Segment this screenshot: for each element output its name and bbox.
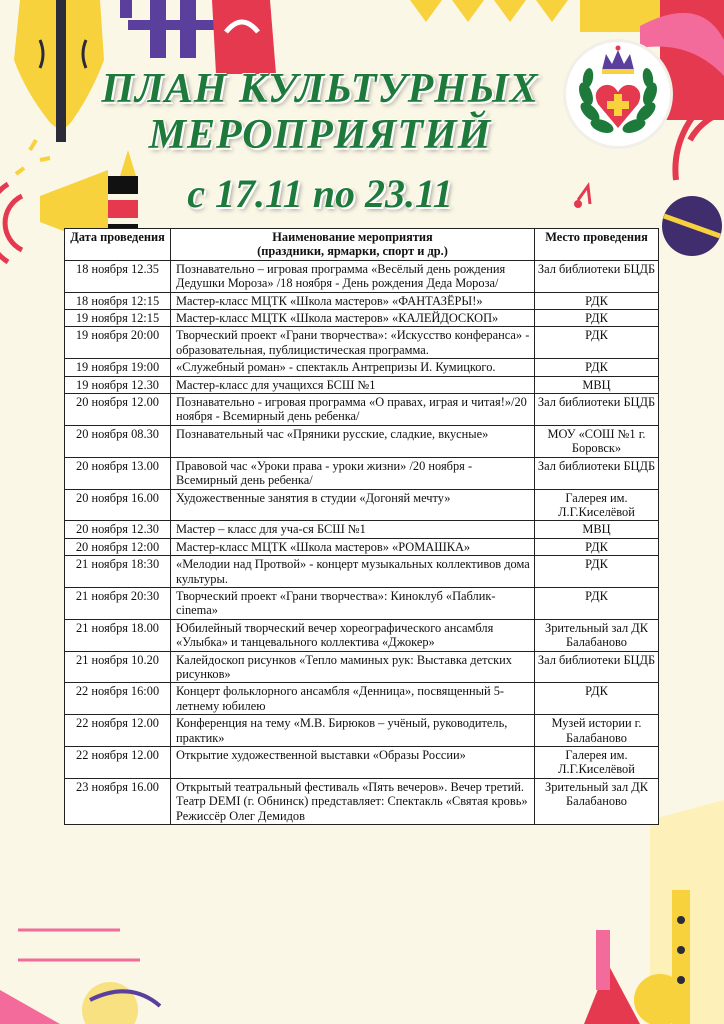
event-name: Мастер-класс МЦТК «Школа мастеров» «КАЛЕЙДОСКОП» bbox=[171, 310, 535, 327]
coat-of-arms-icon bbox=[566, 42, 670, 146]
event-date: 20 ноября 08.30 bbox=[65, 425, 171, 457]
event-date: 19 ноября 12.30 bbox=[65, 376, 171, 393]
event-name: Открытие художественной выставки «Образы России» bbox=[171, 747, 535, 779]
event-date: 18 ноября 12.35 bbox=[65, 260, 171, 292]
title-line-1: ПЛАН КУЛЬТУРНЫХ bbox=[101, 66, 539, 112]
table-row bbox=[65, 778, 659, 824]
table-row bbox=[65, 327, 659, 359]
event-place: Зал библиотеки БЦДБ bbox=[535, 457, 659, 489]
header-name-title: Наименование мероприятия bbox=[272, 230, 433, 244]
event-name: Конференция на тему «М.В. Бирюков – учёный, руководитель, практик» bbox=[171, 715, 535, 747]
event-name: Познавательный час «Пряники русские, сладкие, вкусные» bbox=[171, 425, 535, 457]
table-row bbox=[65, 292, 659, 309]
header-name-subtitle: (праздники, ярмарки, спорт и др.) bbox=[257, 244, 448, 259]
table-row bbox=[65, 260, 659, 292]
title-line-2: МЕРОПРИЯТИЙ bbox=[148, 112, 492, 158]
saxophone-icon bbox=[634, 800, 724, 1024]
table-row bbox=[65, 587, 659, 619]
event-date: 20 ноября 12:00 bbox=[65, 538, 171, 555]
schedule-sheet bbox=[64, 228, 658, 825]
event-date: 19 ноября 20:00 bbox=[65, 327, 171, 359]
event-place: Зал библиотеки БЦДБ bbox=[535, 260, 659, 292]
event-date: 19 ноября 19:00 bbox=[65, 359, 171, 376]
event-place: Зал библиотеки БЦДБ bbox=[535, 651, 659, 683]
table-row bbox=[65, 359, 659, 376]
table-row bbox=[65, 556, 659, 588]
event-name: Мастер – класс для уча-ся БСШ №1 bbox=[171, 521, 535, 538]
event-date: 20 ноября 16.00 bbox=[65, 489, 171, 521]
table-row bbox=[65, 715, 659, 747]
event-date: 20 ноября 13.00 bbox=[65, 457, 171, 489]
event-place: Галерея им. Л.Г.Киселёвой bbox=[535, 747, 659, 779]
table-row bbox=[65, 425, 659, 457]
table-row bbox=[65, 619, 659, 651]
events-table bbox=[64, 228, 659, 825]
event-date: 21 ноября 18:30 bbox=[65, 556, 171, 588]
table-row bbox=[65, 538, 659, 555]
event-place: РДК bbox=[535, 538, 659, 555]
event-place: РДК bbox=[535, 683, 659, 715]
event-place: МОУ «СОШ №1 г. Боровск» bbox=[535, 425, 659, 457]
event-name: Познавательно – игровая программа «Весёлый день рождения Дедушки Мороза» /18 ноября - День рождения Деда Мороза/ bbox=[171, 260, 535, 292]
table-row bbox=[65, 489, 659, 521]
event-date: 20 ноября 12.00 bbox=[65, 394, 171, 426]
event-name: Мастер-класс МЦТК «Школа мастеров» «ФАНТАЗЁРЫ!» bbox=[171, 292, 535, 309]
event-date: 19 ноября 12:15 bbox=[65, 310, 171, 327]
event-name: Мастер-класс для учащихся БСШ №1 bbox=[171, 376, 535, 393]
event-name: Творческий проект «Грани творчества»: Киноклуб «Паблик-cinema» bbox=[171, 587, 535, 619]
event-place: Музей истории г. Балабаново bbox=[535, 715, 659, 747]
event-name: «Служебный роман» - спектакль Антрепризы И. Кумицкого. bbox=[171, 359, 535, 376]
event-date: 21 ноября 18.00 bbox=[65, 619, 171, 651]
title-period: с 17.11 по 23.11 bbox=[187, 171, 453, 216]
event-date: 23 ноября 16.00 bbox=[65, 778, 171, 824]
event-name: Творческий проект «Грани творчества»: «Искусство конферанса» - образовательная, публицистическая программа. bbox=[171, 327, 535, 359]
clarinet-icon bbox=[120, 0, 222, 58]
event-name: Правовой час «Уроки права - уроки жизни» /20 ноября - Всемирный день ребенка/ bbox=[171, 457, 535, 489]
event-place: Зал библиотеки БЦДБ bbox=[535, 394, 659, 426]
table-row bbox=[65, 310, 659, 327]
trumpet-icon bbox=[584, 930, 640, 1024]
header-name bbox=[171, 229, 535, 261]
event-place: РДК bbox=[535, 310, 659, 327]
event-name: Юбилейный творческий вечер хореографического ансамбля «Улыбка» и танцевального коллектива «Джокер» bbox=[171, 619, 535, 651]
event-date: 21 ноября 20:30 bbox=[65, 587, 171, 619]
event-place: Галерея им. Л.Г.Киселёвой bbox=[535, 489, 659, 521]
table-header-row bbox=[65, 229, 659, 261]
event-place: РДК bbox=[535, 292, 659, 309]
table-row bbox=[65, 376, 659, 393]
event-name: Калейдоскоп рисунков «Тепло маминых рук: Выставка детских рисунков» bbox=[171, 651, 535, 683]
event-name: Открытый театральный фестиваль «Пять вечеров». Вечер третий. Театр DEMI (г. Обнинск) представляет: Спектакль «Святая кровь» Режиссёр Олег Демидов bbox=[171, 778, 535, 824]
header-place: Место проведения bbox=[535, 229, 659, 261]
header-date: Дата проведения bbox=[65, 229, 171, 261]
event-place: МВЦ bbox=[535, 521, 659, 538]
table-body bbox=[65, 260, 659, 824]
event-name: Художественные занятия в студии «Догоняй мечту» bbox=[171, 489, 535, 521]
table-row bbox=[65, 457, 659, 489]
event-place: РДК bbox=[535, 359, 659, 376]
event-place: Зрительный зал ДК Балабаново bbox=[535, 619, 659, 651]
event-name: Познавательно - игровая программа «О правах, играя и читая!»/20 ноября - Всемирный день ребенка/ bbox=[171, 394, 535, 426]
event-name: Концерт фольклорного ансамбля «Денница», посвященный 5-летнему юбилею bbox=[171, 683, 535, 715]
table-row bbox=[65, 747, 659, 779]
table-row bbox=[65, 683, 659, 715]
table-row bbox=[65, 394, 659, 426]
event-name: «Мелодии над Протвой» - концерт музыкальных коллективов дома культуры. bbox=[171, 556, 535, 588]
event-date: 22 ноября 12.00 bbox=[65, 715, 171, 747]
table-row bbox=[65, 651, 659, 683]
event-place: РДК bbox=[535, 587, 659, 619]
event-name: Мастер-класс МЦТК «Школа мастеров» «РОМАШКА» bbox=[171, 538, 535, 555]
event-date: 22 ноября 16:00 bbox=[65, 683, 171, 715]
event-date: 22 ноября 12.00 bbox=[65, 747, 171, 779]
event-date: 20 ноября 12.30 bbox=[65, 521, 171, 538]
event-place: Зрительный зал ДК Балабаново bbox=[535, 778, 659, 824]
event-place: МВЦ bbox=[535, 376, 659, 393]
event-place: РДК bbox=[535, 327, 659, 359]
event-date: 21 ноября 10.20 bbox=[65, 651, 171, 683]
table-row bbox=[65, 521, 659, 538]
event-place: РДК bbox=[535, 556, 659, 588]
event-date: 18 ноября 12:15 bbox=[65, 292, 171, 309]
page-title bbox=[60, 66, 580, 224]
